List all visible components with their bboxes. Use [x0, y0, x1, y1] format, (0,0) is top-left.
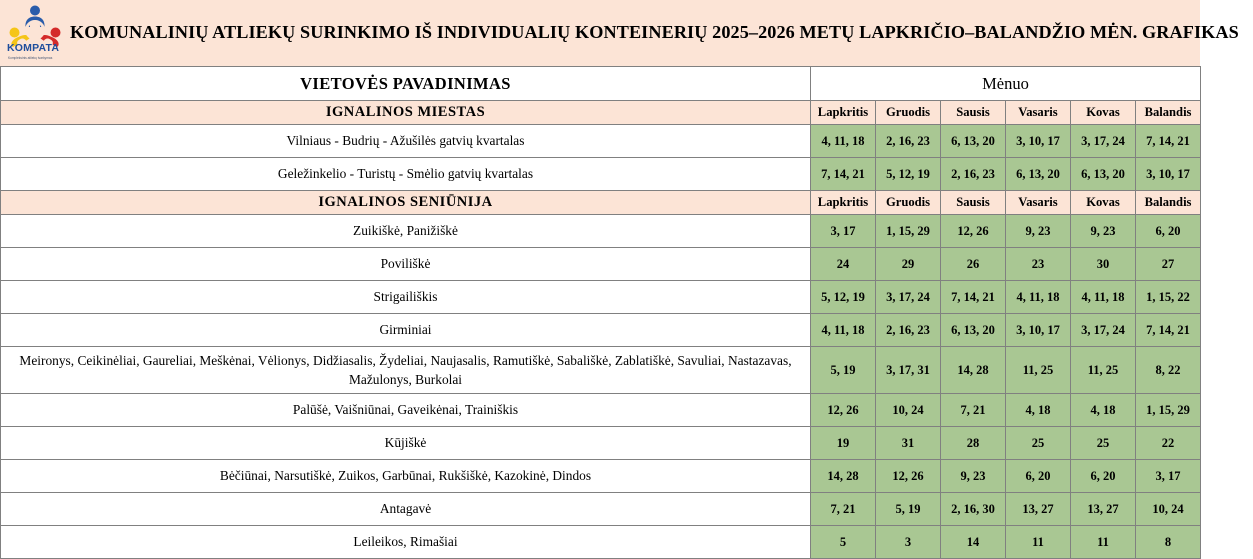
collection-schedule-table: [0, 66, 1201, 559]
collection-dates-cell: 6, 20: [1006, 460, 1071, 493]
collection-dates-cell: 2, 16, 23: [876, 125, 941, 158]
collection-dates-cell: 7, 14, 21: [811, 158, 876, 191]
collection-dates-cell: 11: [1006, 526, 1071, 559]
collection-dates-cell: 2, 16, 23: [941, 158, 1006, 191]
collection-dates-cell: 12, 26: [941, 215, 1006, 248]
location-name-cell: Vilniaus - Budrių - Ažušilės gatvių kvartalas: [1, 125, 811, 158]
collection-dates-cell: 3, 17, 31: [876, 347, 941, 394]
collection-dates-cell: 5, 19: [876, 493, 941, 526]
kompata-logo-wordmark: KOMPATA: [7, 42, 60, 54]
collection-dates-cell: 2, 16, 30: [941, 493, 1006, 526]
month-column-header: Sausis: [941, 191, 1006, 215]
collection-dates-cell: 4, 11, 18: [811, 314, 876, 347]
collection-dates-cell: 5, 12, 19: [811, 281, 876, 314]
collection-dates-cell: 30: [1071, 248, 1136, 281]
table-head: [1, 67, 1201, 101]
table-row: [1, 427, 1201, 460]
collection-dates-cell: 4, 18: [1006, 394, 1071, 427]
collection-dates-cell: 7, 21: [941, 394, 1006, 427]
table-row: [1, 347, 1201, 394]
collection-dates-cell: 6, 13, 20: [941, 314, 1006, 347]
column-header-location: VIETOVĖS PAVADINIMAS: [1, 67, 811, 101]
location-name-cell: Leileikos, Rimašiai: [1, 526, 811, 559]
collection-dates-cell: 3, 10, 17: [1136, 158, 1201, 191]
collection-dates-cell: 7, 14, 21: [941, 281, 1006, 314]
table-row: [1, 526, 1201, 559]
table-row: [1, 493, 1201, 526]
collection-dates-cell: 12, 26: [811, 394, 876, 427]
section-title: IGNALINOS MIESTAS: [1, 101, 811, 125]
collection-dates-cell: 5, 12, 19: [876, 158, 941, 191]
kompata-logo-tagline: Kompleksinis atliekų tvarkymas: [8, 56, 53, 61]
month-column-header: Kovas: [1071, 191, 1136, 215]
collection-dates-cell: 14, 28: [941, 347, 1006, 394]
collection-dates-cell: 6, 20: [1136, 215, 1201, 248]
column-header-month: Mėnuo: [811, 67, 1201, 101]
location-name-cell: Zuikiškė, Panižiškė: [1, 215, 811, 248]
table-header-row: [1, 67, 1201, 101]
collection-dates-cell: 4, 11, 18: [1071, 281, 1136, 314]
month-column-header: Gruodis: [876, 101, 941, 125]
collection-dates-cell: 25: [1006, 427, 1071, 460]
collection-dates-cell: 2, 16, 23: [876, 314, 941, 347]
table-row: [1, 460, 1201, 493]
collection-dates-cell: 6, 20: [1071, 460, 1136, 493]
collection-dates-cell: 5: [811, 526, 876, 559]
table-row: [1, 215, 1201, 248]
collection-dates-cell: 4, 11, 18: [1006, 281, 1071, 314]
collection-dates-cell: 8: [1136, 526, 1201, 559]
collection-dates-cell: 5, 19: [811, 347, 876, 394]
month-column-header: Vasaris: [1006, 191, 1071, 215]
collection-dates-cell: 3, 17: [1136, 460, 1201, 493]
collection-dates-cell: 14, 28: [811, 460, 876, 493]
collection-dates-cell: 6, 13, 20: [941, 125, 1006, 158]
collection-dates-cell: 1, 15, 29: [1136, 394, 1201, 427]
collection-dates-cell: 4, 11, 18: [811, 125, 876, 158]
collection-dates-cell: 11, 25: [1006, 347, 1071, 394]
page-header-banner: [0, 0, 1239, 66]
location-name-cell: Poviliškė: [1, 248, 811, 281]
month-column-header: Vasaris: [1006, 101, 1071, 125]
location-name-cell: Kūjiškė: [1, 427, 811, 460]
table-body: [1, 101, 1201, 559]
collection-dates-cell: 10, 24: [1136, 493, 1201, 526]
table-row: [1, 281, 1201, 314]
location-name-cell: Strigailiškis: [1, 281, 811, 314]
collection-dates-cell: 3, 17, 24: [876, 281, 941, 314]
location-name-cell: Antagavė: [1, 493, 811, 526]
collection-dates-cell: 3, 10, 17: [1006, 125, 1071, 158]
collection-dates-cell: 24: [811, 248, 876, 281]
section-header-row: [1, 101, 1201, 125]
kompata-logo: [4, 3, 66, 63]
table-row: [1, 314, 1201, 347]
month-column-header: Kovas: [1071, 101, 1136, 125]
collection-dates-cell: 11: [1071, 526, 1136, 559]
collection-dates-cell: 3, 17, 24: [1071, 125, 1136, 158]
collection-dates-cell: 3: [876, 526, 941, 559]
collection-dates-cell: 6, 13, 20: [1006, 158, 1071, 191]
collection-dates-cell: 14: [941, 526, 1006, 559]
table-row: [1, 158, 1201, 191]
collection-dates-cell: 26: [941, 248, 1006, 281]
month-column-header: Lapkritis: [811, 191, 876, 215]
collection-dates-cell: 23: [1006, 248, 1071, 281]
collection-dates-cell: 6, 13, 20: [1071, 158, 1136, 191]
collection-dates-cell: 3, 10, 17: [1006, 314, 1071, 347]
collection-dates-cell: 4, 18: [1071, 394, 1136, 427]
location-name-cell: Palūšė, Vaišniūnai, Gaveikėnai, Trainiškis: [1, 394, 811, 427]
collection-dates-cell: 25: [1071, 427, 1136, 460]
collection-dates-cell: 1, 15, 22: [1136, 281, 1201, 314]
table-row: [1, 125, 1201, 158]
collection-dates-cell: 7, 21: [811, 493, 876, 526]
section-header-row: [1, 191, 1201, 215]
collection-dates-cell: 19: [811, 427, 876, 460]
location-name-cell: Meironys, Ceikinėliai, Gaureliai, Meškėnai, Vėlionys, Didžiasalis, Žydeliai, Naujasalis, Ramutiškė, Sabališkė, Zablatiškė, Savuliai, Nastazavas, Mažulonys, Burkolai: [1, 347, 811, 394]
table-row: [1, 248, 1201, 281]
collection-dates-cell: 7, 14, 21: [1136, 314, 1201, 347]
collection-dates-cell: 22: [1136, 427, 1201, 460]
month-column-header: Balandis: [1136, 101, 1201, 125]
table-row: [1, 394, 1201, 427]
collection-dates-cell: 9, 23: [941, 460, 1006, 493]
collection-dates-cell: 9, 23: [1006, 215, 1071, 248]
collection-dates-cell: 1, 15, 29: [876, 215, 941, 248]
collection-dates-cell: 10, 24: [876, 394, 941, 427]
kompata-logo-mark: [4, 3, 66, 47]
location-name-cell: Girminiai: [1, 314, 811, 347]
section-title: IGNALINOS SENIŪNIJA: [1, 191, 811, 215]
collection-dates-cell: 8, 22: [1136, 347, 1201, 394]
collection-dates-cell: 9, 23: [1071, 215, 1136, 248]
collection-dates-cell: 28: [941, 427, 1006, 460]
collection-dates-cell: 7, 14, 21: [1136, 125, 1201, 158]
page-title: KOMUNALINIŲ ATLIEKŲ SURINKIMO IŠ INDIVIDUALIŲ KONTEINERIŲ 2025–2026 METŲ LAPKRIČIO–BALANDŽIO MĖN. GRAFIKAS: [70, 22, 1239, 42]
collection-dates-cell: 3, 17, 24: [1071, 314, 1136, 347]
collection-dates-cell: 13, 27: [1071, 493, 1136, 526]
month-column-header: Lapkritis: [811, 101, 876, 125]
month-column-header: Gruodis: [876, 191, 941, 215]
collection-dates-cell: 13, 27: [1006, 493, 1071, 526]
collection-dates-cell: 27: [1136, 248, 1201, 281]
collection-dates-cell: 31: [876, 427, 941, 460]
collection-dates-cell: 11, 25: [1071, 347, 1136, 394]
collection-dates-cell: 3, 17: [811, 215, 876, 248]
location-name-cell: Geležinkelio - Turistų - Smėlio gatvių kvartalas: [1, 158, 811, 191]
month-column-header: Sausis: [941, 101, 1006, 125]
location-name-cell: Bėčiūnai, Narsutiškė, Zuikos, Garbūnai, Rukšiškė, Kazokinė, Dindos: [1, 460, 811, 493]
collection-dates-cell: 29: [876, 248, 941, 281]
month-column-header: Balandis: [1136, 191, 1201, 215]
collection-dates-cell: 12, 26: [876, 460, 941, 493]
